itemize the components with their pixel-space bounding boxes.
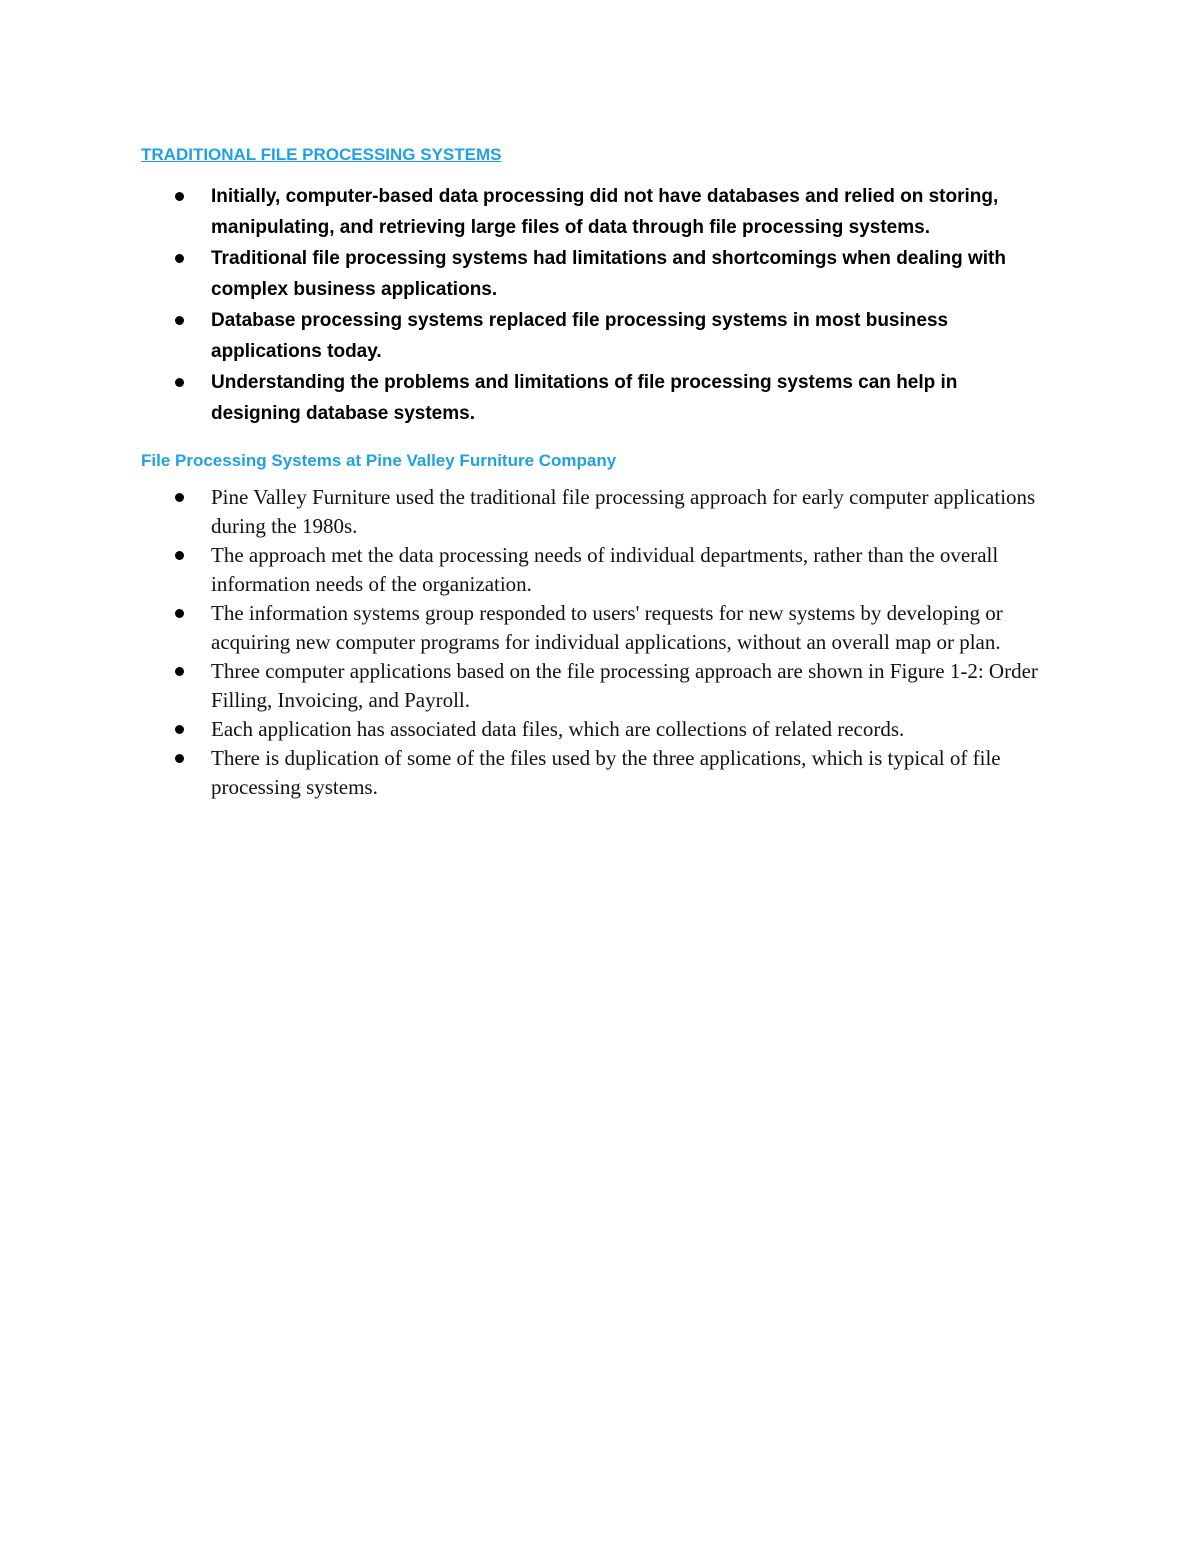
bullet-icon — [175, 378, 184, 387]
list-item — [140, 657, 1051, 715]
list-item-text: Three computer applications based on the file processing approach are shown in Figure 1-2: Order Filling, Invoicing, and Payroll. — [211, 659, 1038, 712]
list-item — [140, 367, 1051, 429]
list-item — [140, 599, 1051, 657]
list-item — [140, 305, 1051, 367]
list-item-text: The information systems group responded to users' requests for new systems by developing or acquiring new computer programs for individual applications, without an overall map or plan. — [211, 601, 1003, 654]
list-item-text: Pine Valley Furniture used the traditional file processing approach for early computer applications during the 1980s. — [211, 485, 1036, 538]
list-item — [140, 541, 1051, 599]
bullet-icon — [175, 192, 184, 201]
list-item-text: Understanding the problems and limitations of file processing systems can help in designing database systems. — [211, 372, 958, 424]
bullet-icon — [175, 316, 184, 325]
bullet-icon — [175, 493, 184, 502]
bullet-icon — [175, 551, 184, 560]
list-item — [140, 483, 1051, 541]
list-item-text: There is duplication of some of the files used by the three applications, which is typical of file processing systems. — [211, 746, 1001, 799]
section1-bullet-list — [141, 181, 1051, 429]
list-item-text: Traditional file processing systems had limitations and shortcomings when dealing with complex business applications. — [211, 248, 1006, 300]
list-item-text: Database processing systems replaced file processing systems in most business applications today. — [211, 310, 949, 362]
list-item — [140, 181, 1051, 243]
list-item — [140, 715, 1051, 744]
document-content — [141, 143, 1051, 802]
list-item-text: The approach met the data processing needs of individual departments, rather than the overall information needs of the organization. — [211, 543, 999, 596]
list-item — [140, 243, 1051, 305]
section-title-traditional-file-processing: TRADITIONAL FILE PROCESSING SYSTEMS — [141, 145, 502, 164]
list-item-text: Initially, computer-based data processing did not have databases and relied on storing, manipulating, and retrieving large files of data through file processing systems. — [211, 186, 999, 238]
list-item — [140, 744, 1051, 802]
section2-bullet-list — [141, 483, 1051, 802]
bullet-icon — [175, 609, 184, 618]
section-title-pine-valley: File Processing Systems at Pine Valley Furniture Company — [141, 451, 617, 470]
bullet-icon — [175, 254, 184, 263]
list-item-text: Each application has associated data files, which are collections of related records. — [211, 717, 905, 741]
bullet-icon — [175, 754, 184, 763]
bullet-icon — [175, 725, 184, 734]
bullet-icon — [175, 667, 184, 676]
